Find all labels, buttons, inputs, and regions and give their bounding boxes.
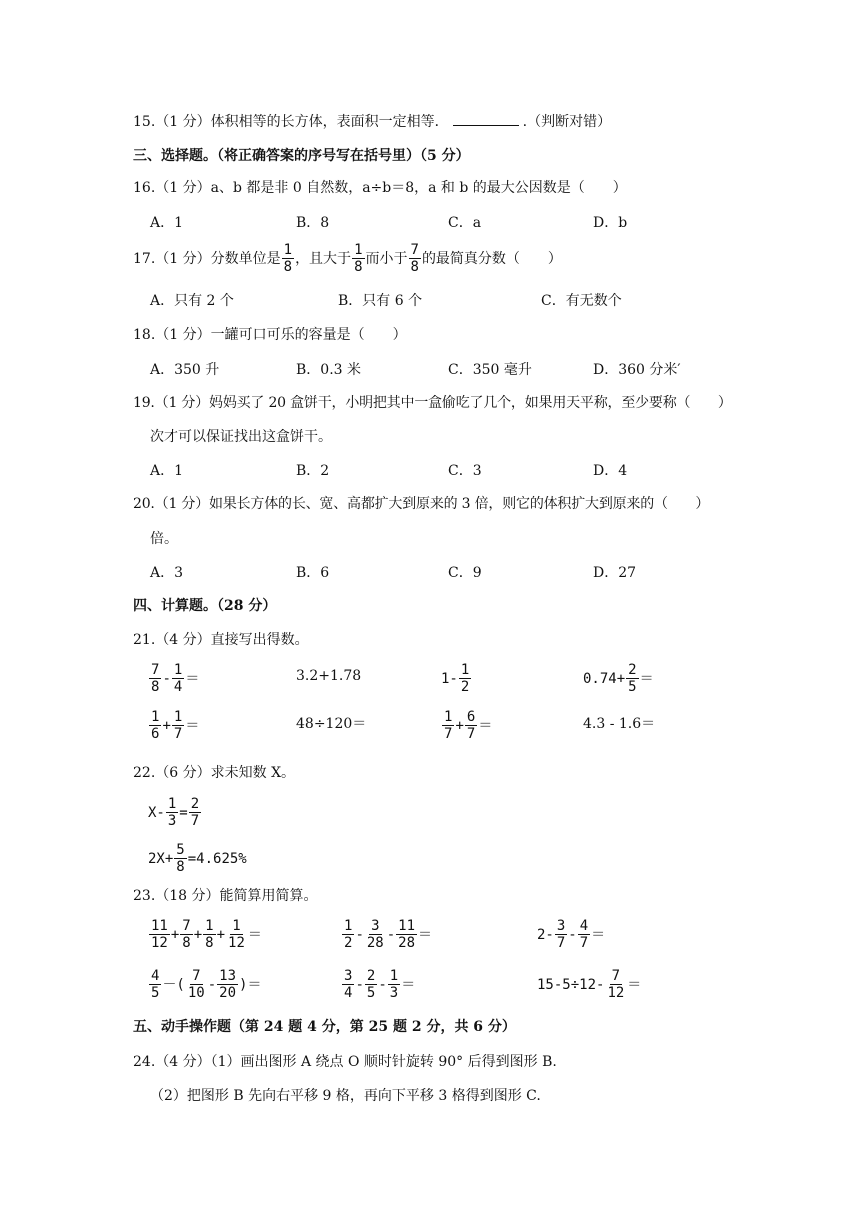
q17-option-a[interactable]: A．只有 2 个 (150, 293, 234, 309)
q19-option-c[interactable]: C．3 (448, 463, 482, 479)
question-18-text: 18.（1 分）一罐可口可乐的容量是（ ） (133, 327, 407, 343)
q23-expr-3: 2- $\frac{3}{7}$ - $\frac{4}{7}$ ＝ (537, 918, 606, 951)
q20-option-c[interactable]: C．9 (448, 565, 482, 581)
q23-expr-6: 15-5÷12- $\frac{7}{12}$ ＝ (537, 968, 642, 1001)
q23-expr-5: $\frac{3}{4}$ - $\frac{2}{5}$ - $\frac{1}{3}$ ＝ (344, 968, 416, 1001)
q21-expr-8: 4.3 - 1.6＝ (583, 716, 656, 732)
q23-expr-2: $\frac{1}{2}$ - $\frac{3}{28}$ - $\frac{11}{28}$ ＝ (344, 918, 433, 951)
question-17-part4: 的最简真分数（ ） (421, 250, 562, 267)
question-17-part2: ，且大于 (295, 250, 352, 267)
q21-expr-1: $\frac{7}{8}$ - $\frac{1}{4}$ ＝ (151, 662, 200, 695)
question-16-text: 16.（1 分）a、b 都是非 0 自然数，a÷b＝8，a 和 b 的最大公因数是（ ） (133, 180, 627, 196)
fraction: $\frac{7}{8}$ (410, 242, 419, 275)
q21-expr-7: $\frac{1}{7}$ + $\frac{6}{7}$ ＝ (444, 709, 493, 742)
question-21-title: 21.（4 分）直接写出得数。 (133, 632, 309, 648)
question-15 (133, 111, 611, 132)
q20-option-a[interactable]: A．3 (150, 565, 184, 581)
question-15-text: 15.（1 分）体积相等的长方体，表面积一定相等． (133, 114, 449, 130)
q18-option-d[interactable]: D．360 分米′ (593, 362, 681, 378)
q22-equation-1: X- $\frac{1}{3}$ = $\frac{2}{7}$ (148, 796, 200, 829)
fraction: $\frac{1}{8}$ (354, 242, 363, 275)
q19-option-a[interactable]: A．1 (150, 463, 184, 479)
section-4-heading: 四、计算题。（28 分） (133, 598, 277, 614)
q16-option-c[interactable]: C．a (448, 215, 482, 231)
q16-option-a[interactable]: A．1 (150, 215, 184, 231)
q17-option-b[interactable]: B．只有 6 个 (338, 293, 423, 309)
question-15-suffix: .（判断对错） (522, 114, 612, 130)
q23-expr-4: $\frac{4}{5}$ －( $\frac{7}{10}$ - $\frac{13}{20}$ )＝ (151, 968, 262, 1001)
answer-blank[interactable] (453, 111, 519, 126)
q16-option-b[interactable]: B．8 (296, 215, 330, 231)
q16-option-d[interactable]: D．b (593, 215, 628, 231)
question-20-line2: 倍。 (150, 531, 178, 547)
q21-expr-6: 48÷120＝ (296, 716, 367, 732)
q23-expr-1: $\frac{11}{12}$ + $\frac{7}{8}$ + $\frac{1}{8}$ + $\frac{1}{12}$ ＝ (151, 918, 262, 951)
q18-option-c[interactable]: C．350 毫升 (448, 362, 532, 378)
q18-option-b[interactable]: B．0.3 米 (296, 362, 362, 378)
question-24-line2: （2）把图形 B 先向右平移 9 格，再向下平移 3 格得到图形 C. (150, 1088, 541, 1104)
question-17-part1: 17.（1 分）分数单位是 (133, 250, 281, 267)
fraction: $\frac{1}{8}$ (283, 242, 293, 275)
question-23-title: 23.（18 分）能简算用简算。 (133, 888, 318, 904)
q20-option-b[interactable]: B．6 (296, 565, 330, 581)
question-22-title: 22.（6 分）求未知数 X。 (133, 765, 296, 781)
question-19-line2: 次才可以保证找出这盒饼干。 (150, 429, 332, 445)
q21-expr-3: 1- $\frac{1}{2}$ (441, 662, 470, 695)
q21-expr-5: $\frac{1}{6}$ + $\frac{1}{7}$ ＝ (151, 709, 200, 742)
question-17-part3: 而小于 (365, 250, 408, 267)
q17-option-c[interactable]: C．有无数个 (541, 293, 622, 309)
q21-expr-4: 0.74+ $\frac{2}{5}$ ＝ (583, 662, 654, 695)
section-5-heading: 五、动手操作题（第 24 题 4 分，第 25 题 2 分，共 6 分） (133, 1019, 516, 1035)
q19-option-d[interactable]: D．4 (593, 463, 628, 479)
q21-expr-2: 3.2+1.78 (296, 668, 362, 684)
question-20-line1: 20.（1 分）如果长方体的长、宽、高都扩大到原来的 3 倍，则它的体积扩大到原来的（ ） (133, 496, 710, 512)
q22-equation-2: 2X+ $\frac{5}{8}$ =4.625% (148, 842, 247, 875)
q20-option-d[interactable]: D．27 (593, 565, 637, 581)
question-19-line1: 19.（1 分）妈妈买了 20 盒饼干，小明把其中一盒偷吃了几个，如果用天平称，至少要称（ ） (133, 395, 732, 411)
question-17 (133, 242, 562, 275)
section-3-heading: 三、选择题。（将正确答案的序号写在括号里）（5 分） (133, 148, 470, 164)
q19-option-b[interactable]: B．2 (296, 463, 330, 479)
question-24-line1: 24.（4 分）（1）画出图形 A 绕点 O 顺时针旋转 90° 后得到图形 B. (133, 1054, 557, 1070)
q18-option-a[interactable]: A．350 升 (150, 362, 220, 378)
